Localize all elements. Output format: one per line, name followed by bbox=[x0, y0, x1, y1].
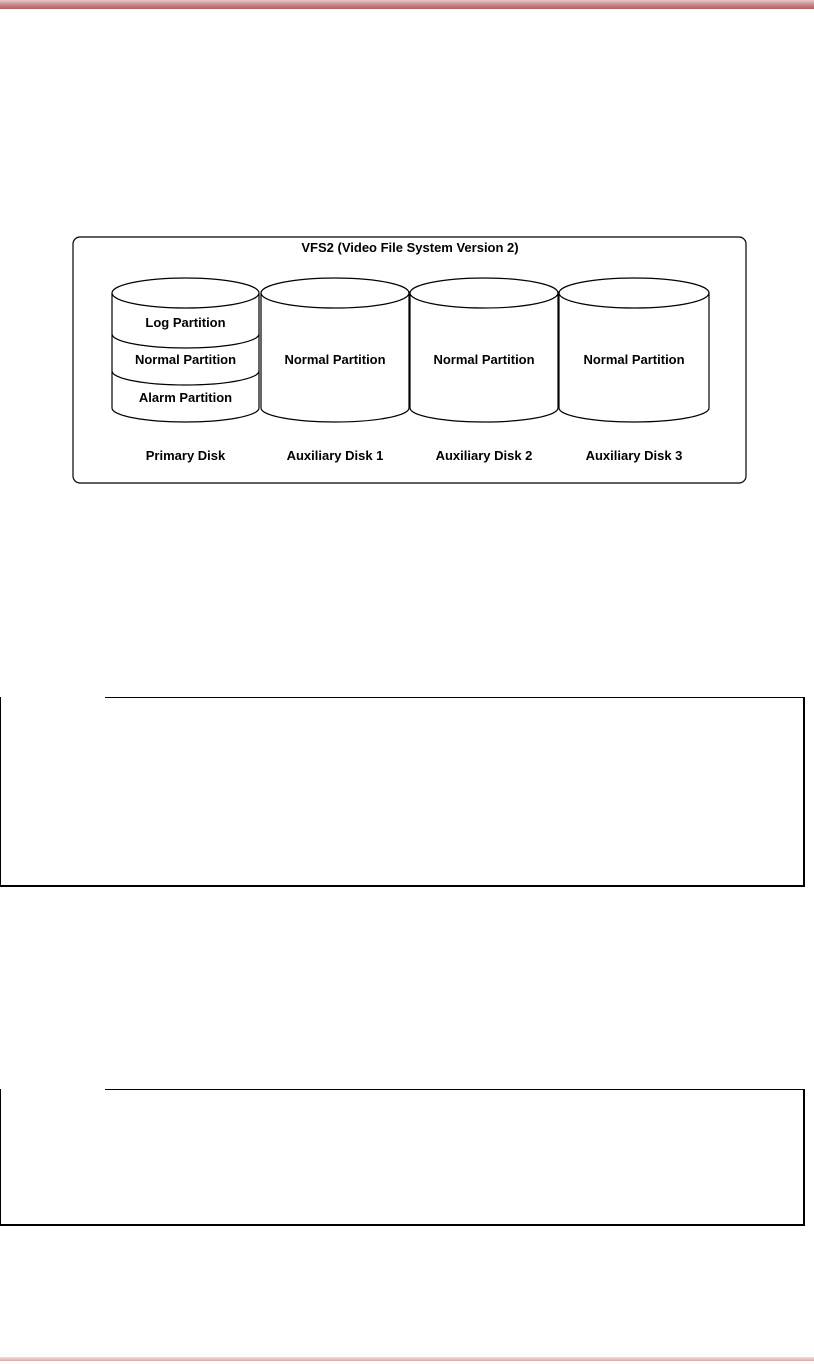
auxiliary-disk-1-partition-label: Normal Partition bbox=[284, 352, 386, 367]
note-box-tab bbox=[1, 697, 105, 699]
auxiliary-disk-1-label: Auxiliary Disk 1 bbox=[286, 448, 384, 463]
note-box-tab bbox=[1, 1089, 105, 1091]
primary-disk-label: Primary Disk bbox=[145, 448, 226, 463]
auxiliary-disk-2-partition-label: Normal Partition bbox=[433, 352, 535, 367]
vfs2-diagram bbox=[72, 236, 748, 486]
normal-partition-label: Normal Partition bbox=[134, 352, 237, 367]
log-partition-label: Log Partition bbox=[145, 315, 226, 330]
note-box bbox=[0, 697, 805, 887]
auxiliary-disk-3-label: Auxiliary Disk 3 bbox=[585, 448, 683, 463]
auxiliary-disk-1-cylinder bbox=[261, 278, 409, 422]
alarm-partition-label: Alarm Partition bbox=[138, 390, 233, 405]
diagram-title: VFS2 (Video File System Version 2) bbox=[301, 240, 519, 255]
auxiliary-disk-3-partition-label: Normal Partition bbox=[583, 352, 685, 367]
footer-rule bbox=[0, 1357, 814, 1361]
note-box bbox=[0, 1089, 805, 1226]
auxiliary-disk-2-label: Auxiliary Disk 2 bbox=[435, 448, 533, 463]
auxiliary-disk-3-cylinder bbox=[559, 278, 709, 422]
auxiliary-disk-2-cylinder bbox=[410, 278, 558, 422]
header-rule bbox=[0, 0, 814, 9]
